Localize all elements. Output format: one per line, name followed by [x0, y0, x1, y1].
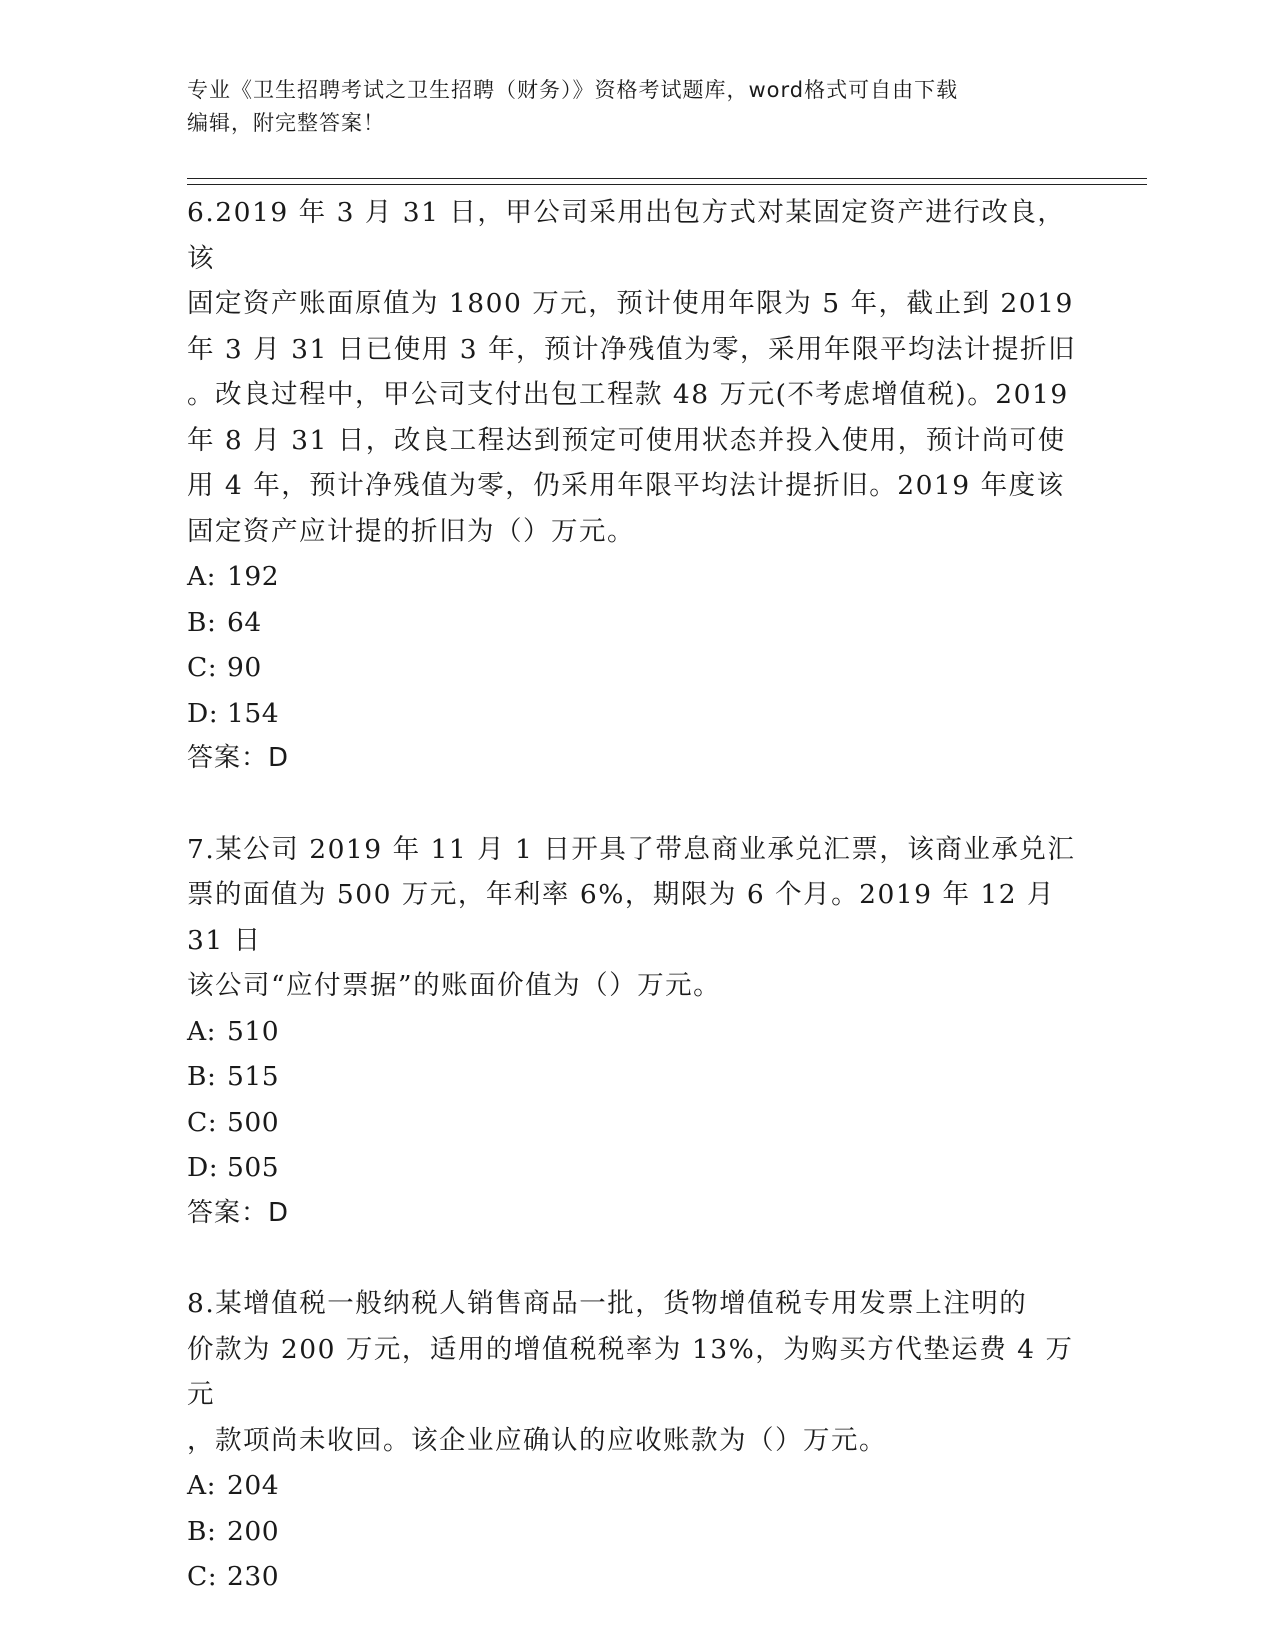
- header-line-1: 专业《卫生招聘考试之卫生招聘（财务）》资格考试题库，word格式可自由下载: [187, 78, 959, 102]
- option-d: [187, 1145, 1087, 1191]
- header-line-2: 编辑，附完整答案！: [187, 111, 385, 135]
- option-value: 510: [227, 1015, 280, 1047]
- option-key: B:: [187, 1515, 217, 1547]
- option-value: 192: [227, 561, 280, 592]
- option-value: 500: [227, 1106, 280, 1138]
- option-value: 64: [227, 606, 262, 638]
- option-key: A:: [187, 1470, 217, 1501]
- option-value: 204: [227, 1470, 280, 1501]
- option-key: C:: [187, 1106, 218, 1138]
- option-value: 505: [227, 1152, 280, 1183]
- option-value: 90: [227, 652, 262, 683]
- option-value: 515: [227, 1061, 280, 1092]
- question-text: 8.某增值税一般纳税人销售商品一批，货物增值税专用发票上注明的 价款为 200 万元，适用的增值税税率为 13%，为购买方代垫运费 4 万元 ，款项尚未收回。该企业应确认的应收账款为（）万元。: [187, 1288, 1074, 1456]
- option-key: A:: [187, 1015, 217, 1047]
- option-c: [187, 645, 1087, 691]
- option-c: [187, 1100, 1087, 1146]
- option-key: C:: [187, 652, 218, 683]
- option-a: [187, 554, 1087, 600]
- question-8: [187, 1281, 1087, 1600]
- question-text: 7.某公司 2019 年 11 月 1 日开具了带息商业承兑汇票，该商业承兑汇 票的面值为 500 万元，年利率 6%，期限为 6 个月。2019 年 12 月 31 日 该公司“应付票据”的账面价值为（）万元。: [187, 833, 1076, 1001]
- option-key: D:: [187, 1152, 219, 1183]
- option-b: [187, 600, 1087, 646]
- option-b: [187, 1054, 1087, 1100]
- option-key: D:: [187, 697, 219, 729]
- option-a: [187, 1463, 1087, 1509]
- question-6: [187, 190, 1087, 782]
- option-c: [187, 1554, 1087, 1600]
- question-text: 6.2019 年 3 月 31 日，甲公司采用出包方式对某固定资产进行改良，该 固定资产账面原值为 1800 万元，预计使用年限为 5 年，截止到 2019 年 3 月 31 日已使用 3 年，预计净残值为零，采用年限平均法计提折旧 。改良过程中，甲公司支付出包工程款 48 万元(不考虑增值税)。2019 年 8 月 31 日，改良工程达到预定可使用状态并投入使用，预计尚可使 用 4 年，预计净残值为零，仍采用年限平均法计提折旧。2019 年度该 固定资产应计提的折旧为（）万元。: [187, 197, 1076, 547]
- option-key: B:: [187, 1061, 217, 1092]
- header-divider-top: [187, 178, 1147, 179]
- option-key: A:: [187, 561, 217, 592]
- option-a: [187, 1009, 1087, 1055]
- option-value: 154: [227, 697, 280, 729]
- option-value: 200: [227, 1515, 280, 1547]
- option-value: 230: [227, 1561, 280, 1592]
- document-header: [187, 74, 1067, 140]
- option-d: [187, 691, 1087, 737]
- answer-label: 答案：D: [187, 743, 290, 773]
- header-divider-bottom: [187, 184, 1147, 185]
- option-b: [187, 1509, 1087, 1555]
- option-key: B:: [187, 606, 217, 638]
- answer-label: 答案：D: [187, 1197, 290, 1228]
- option-key: C:: [187, 1561, 218, 1592]
- question-list: [187, 190, 1087, 1645]
- question-7: [187, 827, 1087, 1237]
